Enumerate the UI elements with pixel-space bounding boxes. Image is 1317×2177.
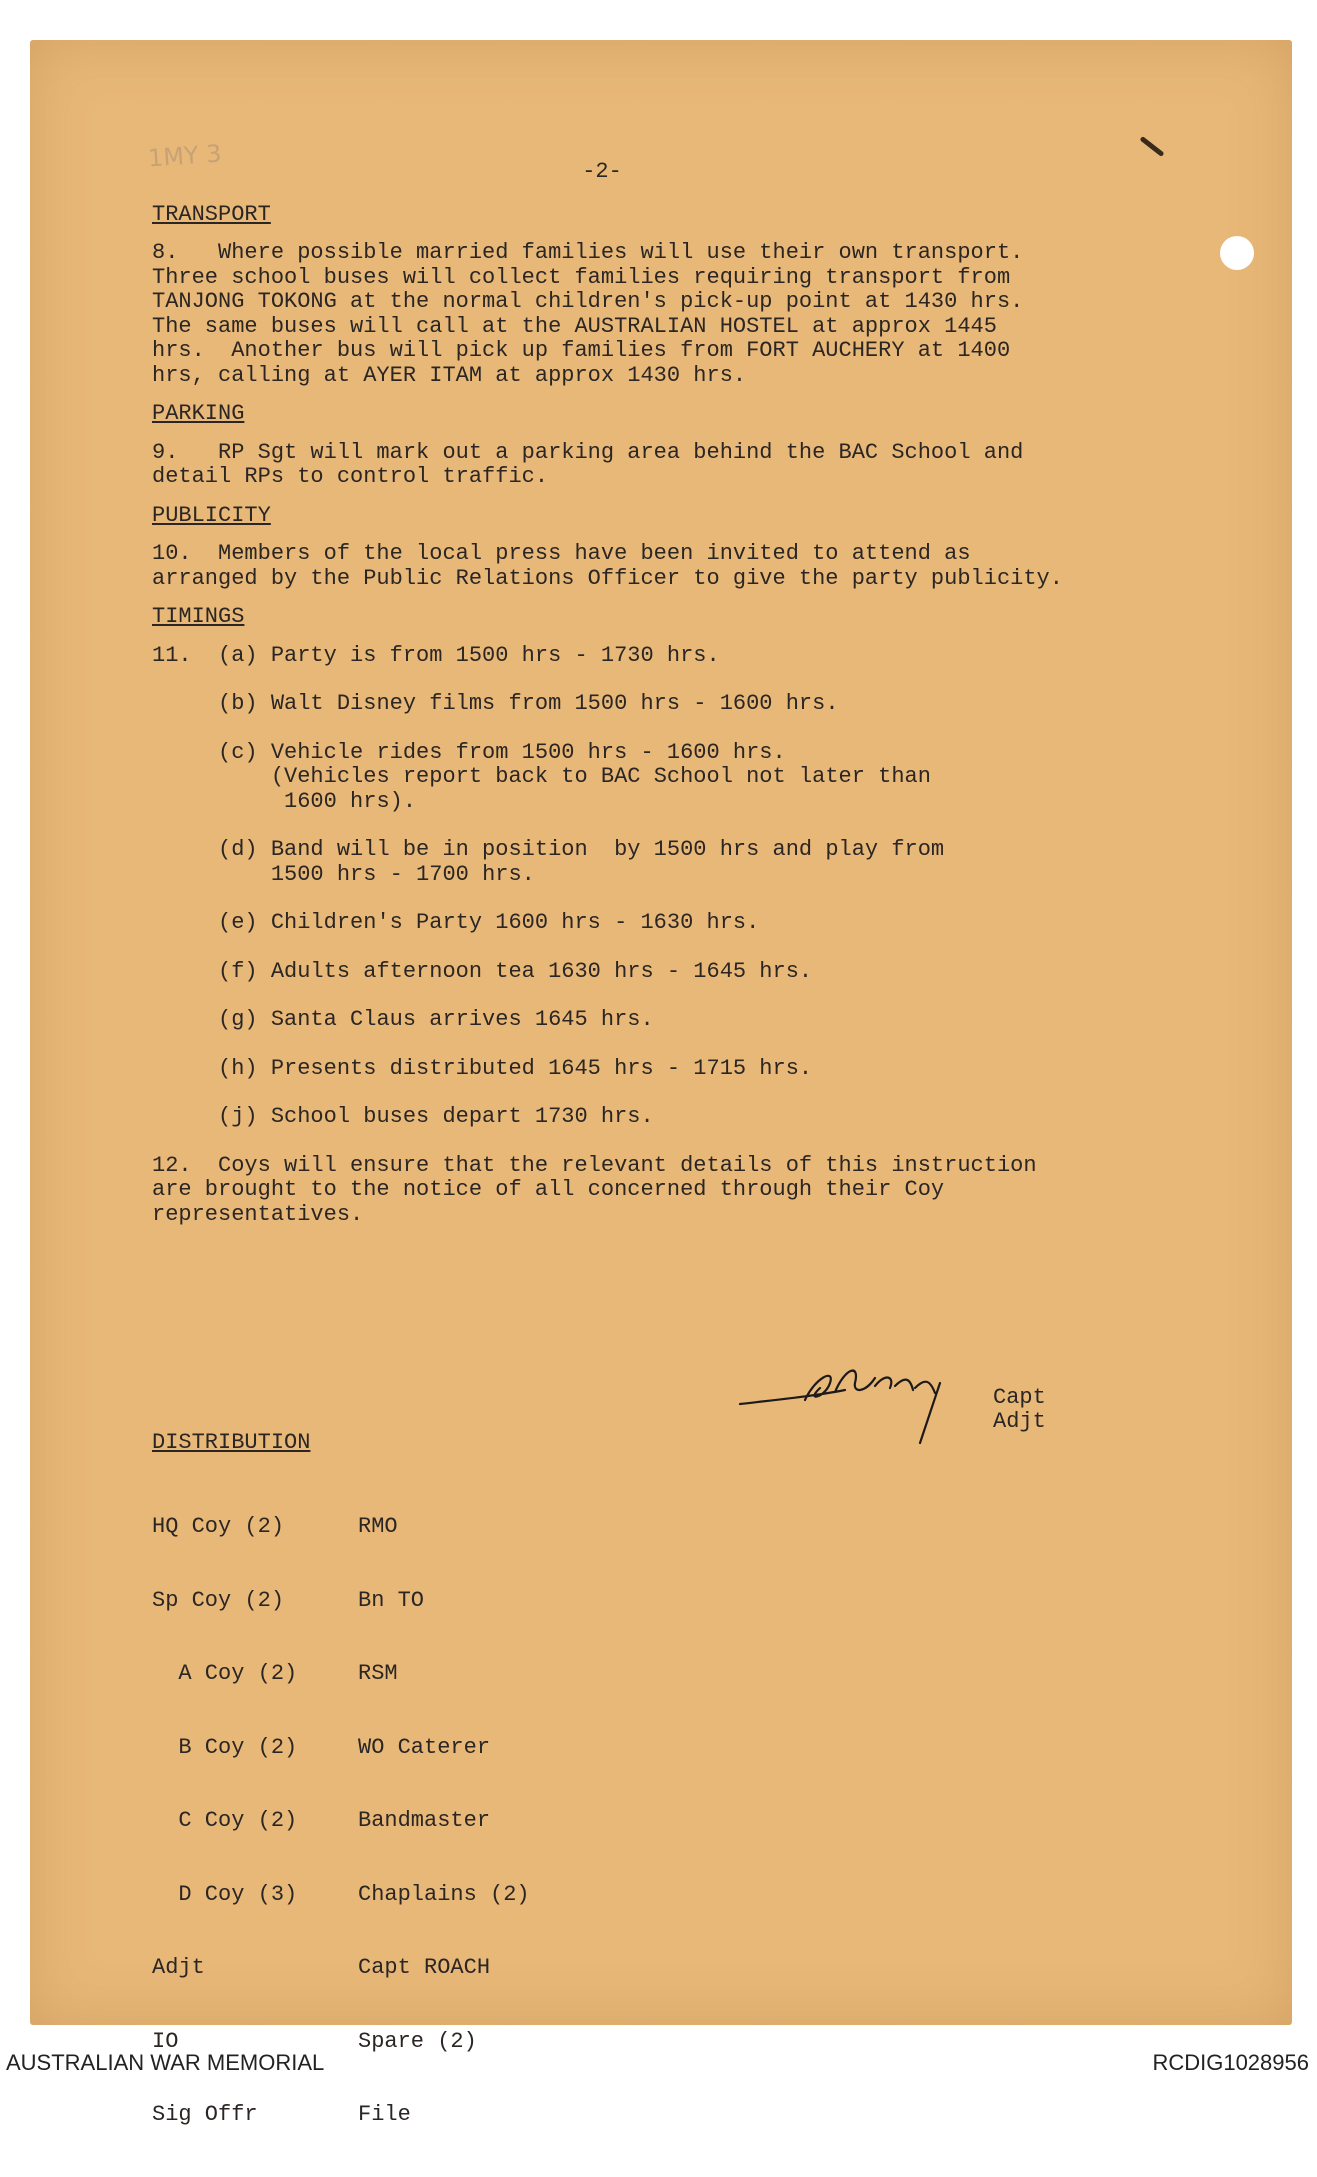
distribution-right-column [358, 1466, 658, 2177]
heading-parking: PARKING [152, 401, 245, 426]
ink-mark [1139, 136, 1164, 157]
list-item: File [358, 2102, 411, 2127]
list-item: B Coy (2) [152, 1734, 298, 1760]
list-item: Spare (2) [358, 2028, 477, 2054]
list-item: D Coy (3) [152, 1881, 298, 1907]
punch-hole [1220, 236, 1254, 270]
list-item: RMO [358, 1514, 398, 1539]
signature-block [735, 1338, 1055, 1448]
signature-appointment: Adjt [993, 1409, 1046, 1434]
list-item: Adjt [152, 1955, 205, 1980]
paragraph-9: 9. RP Sgt will mark out a parking area behind the BAC School and detail RPs to control traffic. [152, 439, 1024, 489]
heading-publicity: PUBLICITY [152, 502, 271, 528]
paragraph-10: 10. Members of the local press have been invited to attend as arranged by the Public Relations Officer to give the party publicity. [152, 541, 1063, 591]
signature-title [993, 1386, 1046, 1434]
page-number: -2- [582, 159, 622, 184]
pencil-annotation: 1MY 3 [147, 139, 223, 173]
timing-item-j: (j) School buses depart 1730 hrs. [152, 1104, 654, 1129]
list-item: Sp Coy (2) [152, 1587, 285, 1613]
top-margin [0, 0, 1317, 40]
timing-item-f: (f) Adults afternoon tea 1630 hrs - 1645 hrs. [152, 958, 813, 984]
footer-credit: AUSTRALIAN WAR MEMORIAL [6, 2050, 325, 2075]
timing-item-b: (b) Walt Disney films from 1500 hrs - 1600 hrs. [152, 691, 839, 716]
footer-catalog-id: RCDIG1028956 [1152, 2050, 1309, 2075]
timing-item-h: (h) Presents distributed 1645 hrs - 1715 hrs. [152, 1055, 813, 1081]
heading-transport: TRANSPORT [152, 201, 271, 227]
paragraph-8: 8. Where possible married families will use their own transport. Three school buses will collect families requiring transport from TANJONG TOKONG at the normal children's pick-up point at 1430 hrs. The same buses will call at the AUSTRALIAN HOSTEL at approx 1445 hrs. Another bus will pick up families from FORT AUCHERY at 1400 hrs, calling at AYER ITAM at approx 1430 hrs. [152, 240, 1024, 388]
timing-item-a: 11. (a) Party is from 1500 hrs - 1730 hrs. [152, 642, 720, 668]
timing-item-c: (c) Vehicle rides from 1500 hrs - 1600 hrs. (Vehicles report back to BAC School not later than 1600 hrs). [218, 739, 931, 814]
timing-item-g: (g) Santa Claus arrives 1645 hrs. [152, 1007, 654, 1032]
list-item: RSM [358, 1661, 398, 1686]
distribution-heading: DISTRIBUTION [152, 1430, 311, 1455]
list-item: IO [152, 2028, 179, 2054]
list-item: Capt ROACH [358, 1955, 491, 1980]
heading-timings: TIMINGS [152, 604, 245, 629]
paragraph-12: 12. Coys will ensure that the relevant details of this instruction are brought to the notice of all concerned through their Coy representatives. [152, 1152, 1037, 1227]
signature-rank: Capt [993, 1385, 1046, 1410]
handwritten-signature [735, 1338, 985, 1448]
list-item: A Coy (2) [152, 1661, 298, 1686]
timing-item-d: (d) Band will be in position by 1500 hrs and play from 1500 hrs - 1700 hrs. [218, 837, 945, 887]
list-item: C Coy (2) [152, 1808, 298, 1833]
list-item: Sig Offr [152, 2102, 258, 2127]
timing-item-e: (e) Children's Party 1600 hrs - 1630 hrs. [152, 910, 760, 935]
document-body [152, 160, 1172, 1237]
list-item: WO Caterer [358, 1734, 491, 1760]
list-item: HQ Coy (2) [152, 1514, 285, 1539]
list-item: Chaplains (2) [358, 1881, 530, 1907]
list-item: Bandmaster [358, 1808, 491, 1833]
list-item: Bn TO [358, 1587, 425, 1613]
